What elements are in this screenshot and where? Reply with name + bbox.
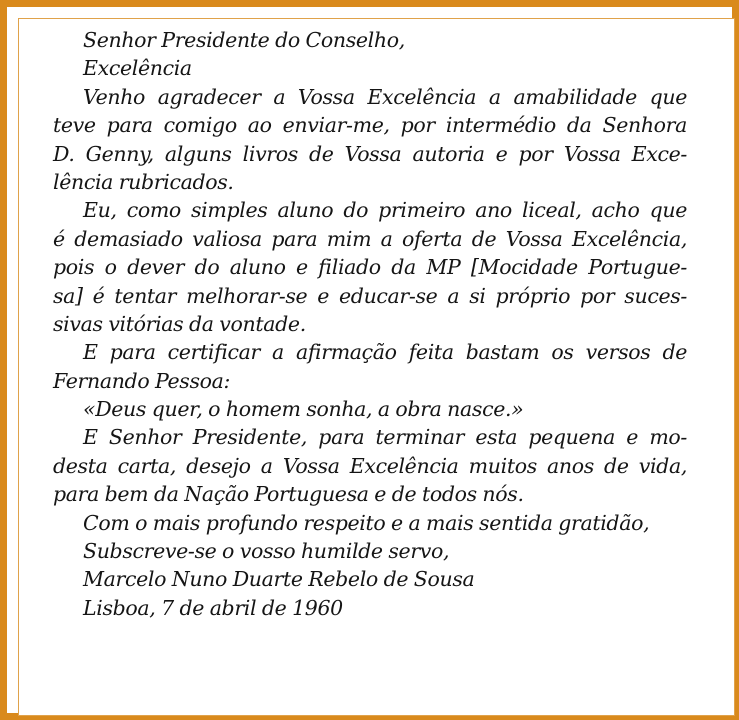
letter-line: é demasiado valiosa para mim a oferta de Vossa Excelência, [53,226,687,251]
letter-line: Lisboa, 7 de abril de 1960 [83,595,343,620]
letter-line: «Deus quer, o homem sonha, a obra nasce.» [83,397,524,422]
letter-line: Venho agradecer a Vossa Excelência a amabilidade que [83,84,687,109]
letter-line: teve para comigo ao enviar-me, por intermédio da Senhora [53,113,687,138]
letter-line: E para certificar a afirmação feita bastam os versos de [83,340,687,365]
letter-line: desta carta, desejo a Vossa Excelência muitos anos de vida, [53,453,687,478]
letter-line: lência rubricados. [53,169,234,194]
letter-line: sa] é tentar melhorar-se e educar-se a si próprio por suces- [53,283,687,308]
letter-line: D. Genny, alguns livros de Vossa autoria e por Vossa Exce- [53,141,687,166]
letter-line: E Senhor Presidente, para terminar esta pequena e mo- [83,425,687,450]
letter-line: para bem da Nação Portuguesa e de todos nós. [53,482,524,507]
letter-line: sivas vitórias da vontade. [53,311,306,336]
letter-line: Marcelo Nuno Duarte Rebelo de Sousa [83,567,475,592]
letter-line: Excelência [83,56,192,81]
letter-line: Fernando Pessoa: [53,368,231,393]
letter-line: pois o dever do aluno e filiado da MP [Mocidade Portugue- [53,255,687,280]
letter-line: Com o mais profundo respeito e a mais sentida gratidão, [83,510,650,535]
letter-line: Eu, como simples aluno do primeiro ano liceal, acho que [83,198,687,223]
letter-line: Subscreve-se o vosso humilde servo, [83,539,450,564]
letter-text [53,26,687,622]
letter-line: Senhor Presidente do Conselho, [83,28,405,52]
